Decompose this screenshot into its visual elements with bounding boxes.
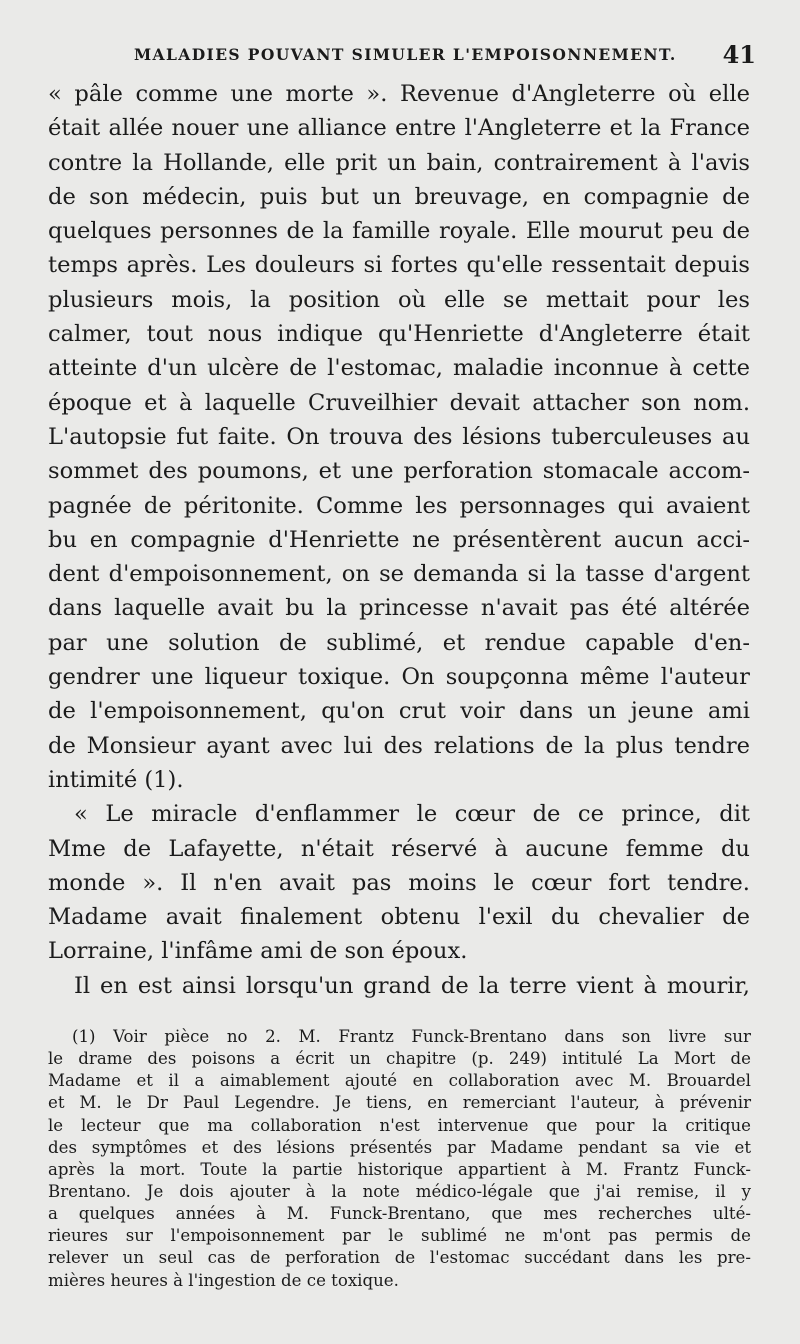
body-line: calmer, tout nous indique qu'Henriette d'Angleterre était — [48, 321, 750, 348]
body-line: Madame avait finalement obtenu l'exil du chevalier de — [48, 904, 750, 931]
footnote-line: mières heures à l'ingestion de ce toxique. — [48, 1270, 399, 1290]
body-line: dent d'empoisonnement, on se demanda si la tasse d'argent — [48, 561, 750, 588]
footnote-line: relever un seul cas de perforation de l'estomac succédant dans les pre- — [48, 1248, 751, 1268]
footnote-line: et M. le Dr Paul Legendre. Je tiens, en remerciant l'auteur, à prévenir — [48, 1093, 751, 1113]
body-line: de son médecin, puis but un breuvage, en compagnie de — [48, 183, 750, 210]
body-line: quelques personnes de la famille royale. Elle mourut peu de — [48, 218, 750, 245]
footnote-line: Madame et il a aimablement ajouté en collaboration avec M. Brouardel — [48, 1071, 751, 1091]
footnote-line: après la mort. Toute la partie historique appartient à M. Frantz Funck- — [48, 1159, 751, 1179]
footnote-line: rieures sur l'empoisonnement par le sublimé ne m'ont pas permis de — [48, 1226, 751, 1246]
body-line: gendrer une liqueur toxique. On soupçonna même l'auteur — [48, 664, 750, 691]
footnote-line: a quelques années à M. Funck-Brentano, que mes recherches ulté- — [48, 1204, 751, 1224]
body-line: Mme de Lafayette, n'était réservé à aucune femme du — [48, 835, 750, 862]
footnote-line: le lecteur que ma collaboration n'est intervenue que pour la critique — [48, 1115, 751, 1135]
footnote-line: (1) Voir pièce no 2. M. Frantz Funck-Brentano dans son livre sur — [72, 1027, 751, 1046]
body-line: « Le miracle d'enflammer le cœur de ce prince, dit — [74, 801, 750, 828]
body-line: contre la Hollande, elle prit un bain, contrairement à l'avis — [48, 149, 750, 176]
body-text — [48, 77, 750, 1003]
body-line: Il en est ainsi lorsqu'un grand de la terre vient à mourir, — [74, 972, 750, 999]
footnote-line: le drame des poisons a écrit un chapitre (p. 249) intitulé La Mort de — [48, 1049, 751, 1069]
running-head — [48, 40, 770, 70]
body-line: dans laquelle avait bu la princesse n'avait pas été altérée — [48, 595, 750, 622]
body-line: temps après. Les douleurs si fortes qu'elle ressentait depuis — [48, 252, 750, 279]
page-number: 41 — [722, 40, 756, 69]
footnote-line: Brentano. Je dois ajouter à la note médico-légale que j'ai remise, il y — [48, 1181, 751, 1201]
body-line: monde ». Il n'en avait pas moins le cœur fort tendre. — [48, 869, 750, 896]
body-line: Lorraine, l'infâme ami de son époux. — [48, 938, 468, 965]
footnote-line: des symptômes et des lésions présentés par Madame pendant sa vie et — [48, 1137, 751, 1157]
body-line: L'autopsie fut faite. On trouva des lésions tuberculeuses au — [48, 423, 750, 450]
body-line: bu en compagnie d'Henriette ne présentèrent aucun acci- — [48, 526, 750, 553]
body-line: de Monsieur ayant avec lui des relations de la plus tendre — [48, 732, 750, 759]
body-line: plusieurs mois, la position où elle se mettait pour les — [48, 286, 750, 313]
body-line: de l'empoisonnement, qu'on crut voir dans un jeune ami — [48, 698, 750, 725]
footnotes — [48, 1026, 751, 1292]
body-line: par une solution de sublimé, et rendue capable d'en- — [48, 629, 750, 656]
body-line: époque et à laquelle Cruveilhier devait attacher son nom. — [48, 389, 750, 416]
body-line: intimité (1). — [48, 766, 184, 793]
body-line: sommet des poumons, et une perforation stomacale accom- — [48, 458, 750, 485]
body-line: atteinte d'un ulcère de l'estomac, maladie inconnue à cette — [48, 355, 750, 382]
body-line: était allée nouer une alliance entre l'Angleterre et la France — [48, 115, 750, 142]
running-title: MALADIES POUVANT SIMULER L'EMPOISONNEMENT. — [134, 45, 677, 64]
body-line: « pâle comme une morte ». Revenue d'Angleterre où elle — [48, 81, 750, 107]
body-line: pagnée de péritonite. Comme les personnages qui avaient — [48, 492, 750, 519]
